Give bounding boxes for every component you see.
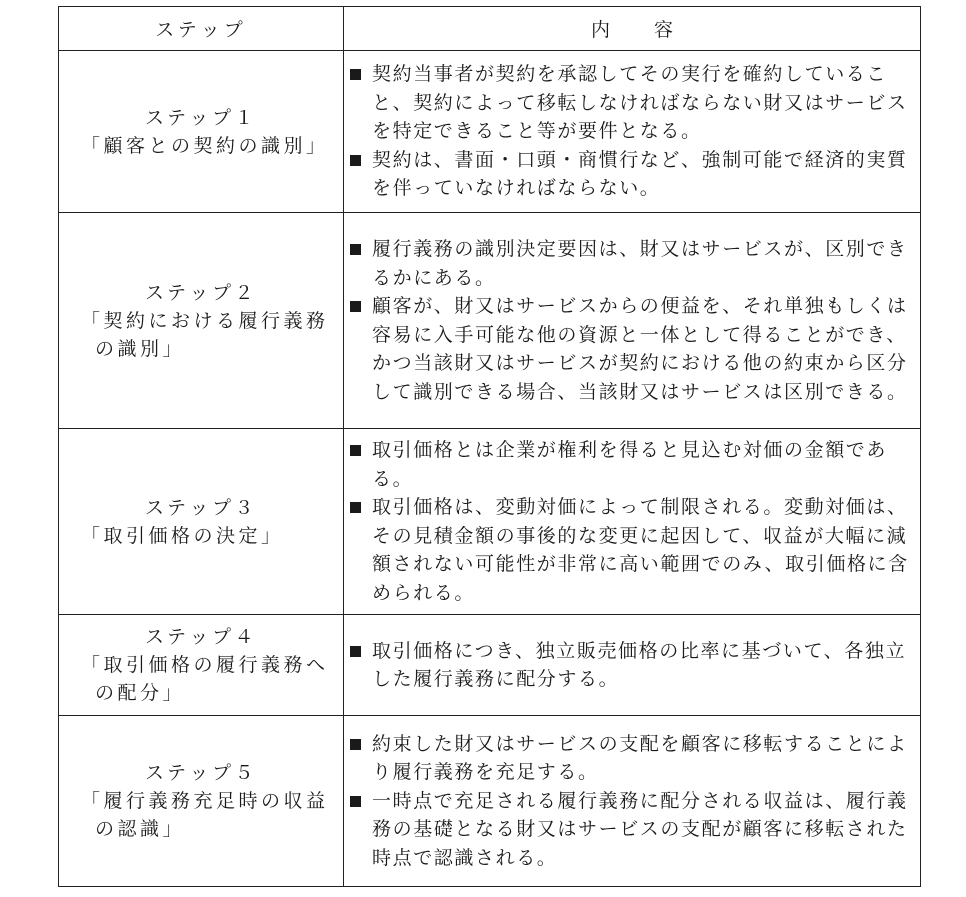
list-item [344, 730, 920, 787]
step-cell [59, 213, 344, 429]
bullet-text: 顧客が、財又はサービスからの便益を、それ単独もしくは容易に入手可能な他の資源と一体として得ることができ、かつ当該財又はサービスが契約における他の約束から区分して識別できる場合、当該財又はサービスは区別できる。 [372, 295, 908, 403]
list-item [344, 436, 920, 493]
step-name [59, 787, 343, 843]
header-content [344, 7, 921, 51]
bullet-text: 履行義務の識別決定要因は、財又はサービスが、区別できるかにある。 [372, 238, 908, 289]
bullet-list [344, 730, 920, 873]
square-bullet-icon [350, 244, 361, 255]
step-cell [59, 429, 344, 615]
step-name [59, 307, 343, 363]
bullet-list [344, 60, 920, 203]
step-cell [59, 51, 344, 213]
step-name [59, 132, 343, 160]
square-bullet-icon [350, 502, 361, 513]
list-item [344, 146, 920, 203]
step-cell [59, 615, 344, 716]
square-bullet-icon [350, 445, 361, 456]
bullet-text: 一時点で充足される履行義務に配分される収益は、履行義務の基礎となる財又はサービスの支配が顧客に移転された時点で認識される。 [372, 789, 908, 869]
square-bullet-icon [350, 739, 361, 750]
square-bullet-icon [350, 301, 361, 312]
list-item [344, 60, 920, 146]
square-bullet-icon [350, 796, 361, 807]
bullet-text: 取引価格は、変動対価によって制限される。変動対価は、その見積金額の事後的な変更に起因して、収益が大幅に減額されない可能性が非常に高い範囲でのみ、取引価格に含められる。 [372, 496, 909, 604]
step-cell [59, 716, 344, 887]
list-item [344, 787, 920, 873]
content-cell [344, 51, 921, 213]
bullet-text: 取引価格とは企業が権利を得ると見込む対価の金額である。 [372, 439, 888, 490]
square-bullet-icon [350, 69, 361, 80]
content-cell [344, 429, 921, 615]
list-item [344, 493, 920, 607]
bullet-text: 契約は、書面・口頭・商慣行など、強制可能で経済的実質を伴っていなければならない。 [372, 148, 908, 200]
content-cell [344, 716, 921, 887]
table-row-step-2 [59, 213, 921, 429]
step-name-line: の配分」 [95, 682, 186, 704]
square-bullet-icon [350, 646, 361, 657]
step-name-line: の識別」 [95, 337, 186, 360]
step-name-line: 「履行義務充足時の収益 [81, 790, 329, 812]
table-row-step-5 [59, 716, 921, 887]
step-name-line: 「契約における履行義務 [81, 309, 329, 332]
bullet-list [344, 436, 920, 607]
table-row-step-3 [59, 429, 921, 615]
bullet-text: 取引価格につき、独立販売価格の比率に基づいて、各独立した履行義務に配分する。 [372, 639, 907, 690]
square-bullet-icon [350, 155, 361, 166]
table-row-step-1 [59, 51, 921, 213]
list-item [344, 292, 920, 406]
step-number: ステップ１ [144, 106, 258, 129]
step-name-line: 「取引価格の履行義務へ [81, 654, 329, 676]
header-content-char-1: 内 [590, 19, 610, 41]
table-header-row [59, 7, 921, 51]
bullet-text: 契約当事者が契約を承認してその実行を確約していること、契約によって移転しなければならない財又はサービスを特定できること等が要件となる。 [372, 63, 908, 143]
step-name [59, 651, 343, 707]
step-name [59, 522, 343, 550]
step-name-line: の認識」 [95, 818, 186, 840]
table-row-step-4 [59, 615, 921, 716]
step-number: ステップ２ [144, 281, 258, 304]
bullet-text: 約束した財又はサービスの支配を顧客に移転することにより履行義務を充足する。 [372, 732, 908, 784]
list-item [344, 637, 920, 694]
list-item [344, 235, 920, 292]
step-number: ステップ４ [144, 626, 258, 648]
step-number: ステップ５ [144, 762, 258, 784]
step-name-line: 「取引価格の決定」 [81, 524, 284, 547]
header-content-char-2: 容 [654, 19, 674, 41]
content-cell [344, 615, 921, 716]
header-step: ステップ [59, 7, 344, 51]
content-cell [344, 213, 921, 429]
step-name-line: 「顧客との契約の識別」 [81, 134, 329, 157]
bullet-list [344, 235, 920, 406]
revenue-recognition-steps-table [58, 6, 921, 887]
bullet-list [344, 637, 920, 694]
step-number: ステップ３ [144, 496, 258, 519]
